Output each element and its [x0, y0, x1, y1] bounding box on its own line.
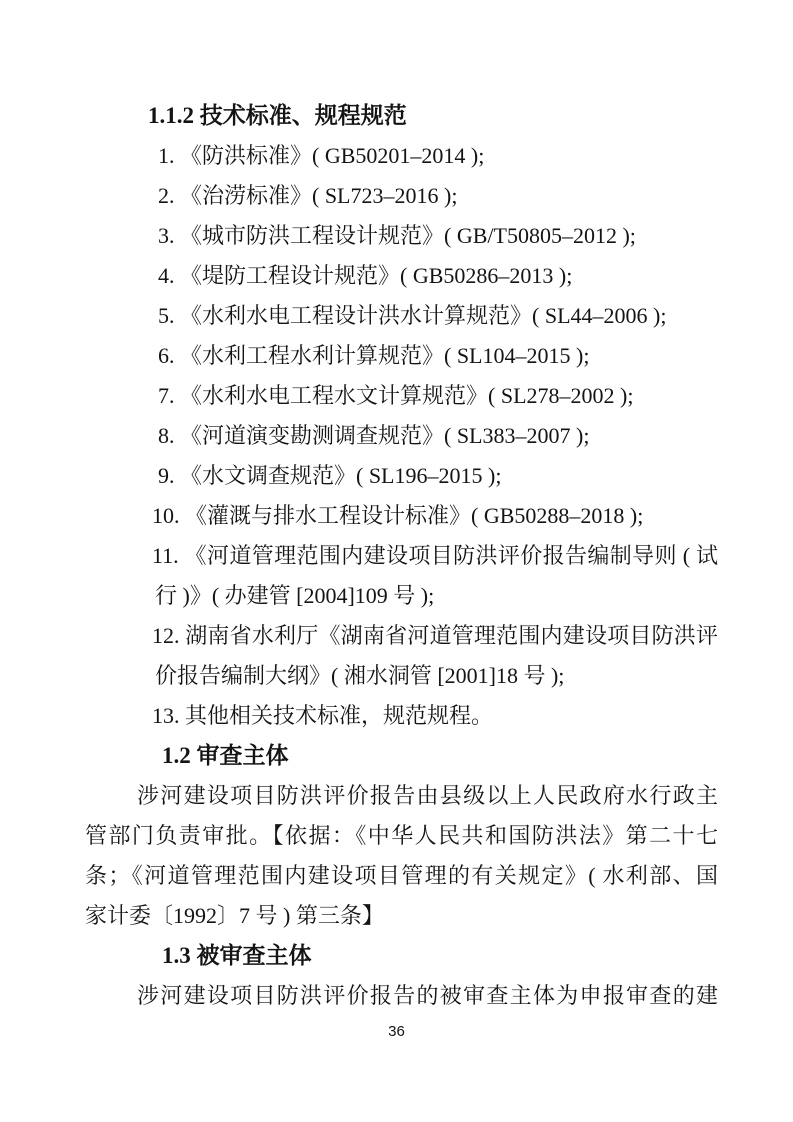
paragraph-line: 管部门负责审批。【依据：《中华人民共和国防洪法》第二十七: [85, 823, 718, 848]
standard-list-item: 3. 《城市防洪工程设计规范》( GB/T50805–2012 );: [158, 223, 636, 248]
standard-list-item: 1. 《防洪标准》( GB50201–2014 );: [158, 143, 485, 168]
standard-list-item: 9. 《水文调查规范》( SL196–2015 );: [158, 463, 502, 488]
standard-list-item: 8. 《河道演变勘测调查规范》( SL383–2007 );: [158, 423, 590, 448]
paragraph-line: 家计委〔1992〕7 号 ) 第三条】: [85, 903, 384, 928]
standard-list-item: 13. 其他相关技术标准，规范规程。: [152, 703, 494, 728]
standard-list-item: 11. 《河道管理范围内建设项目防洪评价报告编制导则 ( 试: [152, 543, 718, 568]
standard-list-item: 5. 《水利水电工程设计洪水计算规范》( SL44–2006 );: [158, 303, 667, 328]
paragraph-line: 涉河建设项目防洪评价报告的被审查主体为申报审查的建: [137, 983, 718, 1008]
document-body: [85, 96, 718, 1016]
standard-list-item: 12. 湖南省水利厅《湖南省河道管理范围内建设项目防洪评: [152, 623, 718, 648]
standard-list-item: 7. 《水利水电工程水文计算规范》( SL278–2002 );: [158, 383, 634, 408]
paragraph-line: 条；《河道管理范围内建设项目管理的有关规定》( 水利部、国: [85, 863, 718, 888]
standard-list-item: 2. 《治涝标准》( SL723–2016 );: [158, 183, 458, 208]
page-number: 36: [388, 1023, 405, 1040]
standard-list-item: 6. 《水利工程水利计算规范》( SL104–2015 );: [158, 343, 590, 368]
section-heading-technical-standards: 1.1.2 技术标准、规程规范: [148, 103, 407, 128]
standard-list-item: 10. 《灌溉与排水工程设计标准》( GB50288–2018 );: [152, 503, 644, 528]
standard-list-item-continuation: 行 )》( 办建管 [2004]109 号 );: [155, 583, 435, 608]
paragraph-line: 涉河建设项目防洪评价报告由县级以上人民政府水行政主: [137, 783, 718, 808]
standard-list-item: 4. 《堤防工程设计规范》( GB50286–2013 );: [158, 263, 573, 288]
section-heading-review-authority: 1.2 审查主体: [162, 743, 289, 768]
section-heading-reviewed-party: 1.3 被审查主体: [162, 943, 312, 968]
standard-list-item-continuation: 价报告编制大纲》( 湘水洞管 [2001]18 号 );: [155, 663, 565, 688]
